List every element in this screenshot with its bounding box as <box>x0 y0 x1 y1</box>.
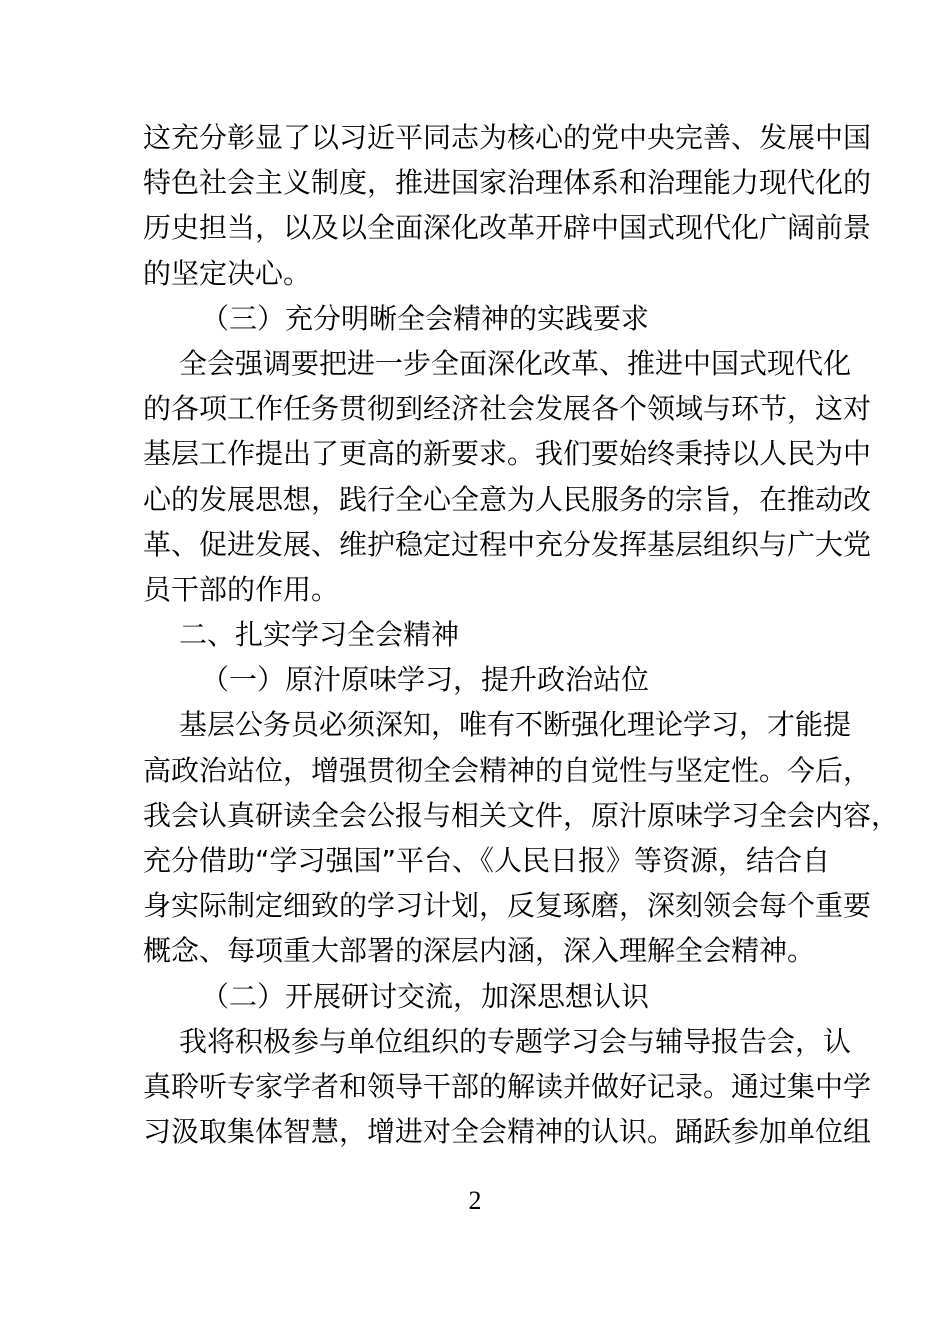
text-line: 我会认真研读全会公报与相关文件，原汁原味学习全会内容， <box>143 798 900 832</box>
document-body <box>143 115 900 1154</box>
paragraph-first-line: 全会强调要把进一步全面深化改革、推进中国式现代化 <box>179 346 852 380</box>
text-line: 基层工作提出了更高的新要求。我们要始终秉持以人民为中 <box>143 437 872 471</box>
text-line: 员干部的作用。 <box>143 572 340 606</box>
section-heading: （一）原汁原味学习，提升政治站位 <box>201 663 650 697</box>
paragraph-first-line: 我将积极参与单位组织的专题学习会与辅导报告会，认 <box>179 1024 852 1058</box>
text-line: 高政治站位，增强贯彻全会精神的自觉性与坚定性。今后， <box>143 753 872 787</box>
chapter-heading: 二、扎实学习全会精神 <box>179 618 460 652</box>
page-number: 2 <box>468 1186 482 1215</box>
paragraph-first-line: 基层公务员必须深知，唯有不断强化理论学习，才能提 <box>179 708 852 742</box>
text-line: 历史担当，以及以全面深化改革开辟中国式现代化广阔前景 <box>143 211 872 245</box>
section-heading: （二）开展研讨交流，加深思想认识 <box>201 979 650 1013</box>
text-line: 充分借助“学习强国”平台、《人民日报》等资源，结合自 <box>143 844 831 877</box>
text-line: 心的发展思想，践行全心全意为人民服务的宗旨，在推动改 <box>143 482 872 516</box>
text-line: 身实际制定细致的学习计划，反复琢磨，深刻领会每个重要 <box>143 889 872 923</box>
section-heading: （三）充分明晰全会精神的实践要求 <box>201 301 650 335</box>
text-line: 这充分彰显了以习近平同志为核心的党中央完善、发展中国 <box>143 121 872 154</box>
text-line: 的坚定决心。 <box>143 256 312 290</box>
text-line: 概念、每项重大部署的深层内涵，深入理解全会精神。 <box>143 934 816 968</box>
text-line: 的各项工作任务贯彻到经济社会发展各个领域与环节，这对 <box>143 392 872 426</box>
text-line: 习汲取集体智慧，增进对全会精神的认识。踊跃参加单位组 <box>143 1115 872 1149</box>
text-line: 革、促进发展、维护稳定过程中充分发挥基层组织与广大党 <box>143 527 872 561</box>
text-line: 真聆听专家学者和领导干部的解读并做好记录。通过集中学 <box>143 1069 872 1103</box>
text-line: 特色社会主义制度，推进国家治理体系和治理能力现代化的 <box>143 166 872 200</box>
